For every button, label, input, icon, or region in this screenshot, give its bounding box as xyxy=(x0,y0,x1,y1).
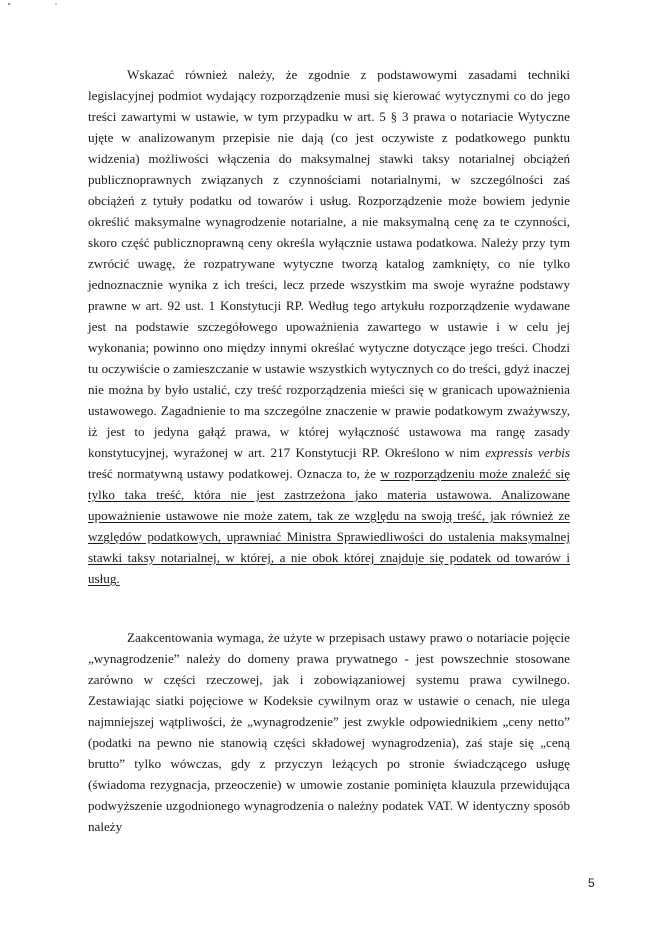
latin-phrase: expressis verbis xyxy=(485,445,570,460)
underlined-passage: w rozporządzeniu może znaleźć się tylko taka treść, która nie jest zastrzeżona jako materia ustawowa. Analizowane upoważnienie ustawowe nie może zatem, tak ze względu na swoją treść, jak również ze względów podatkowych, uprawniać Ministra Sprawiedliwości do ustalenia maksymalnej stawki taksy notarialnej, w której, a nie obok której znajduje się podatek od towarów i usług. xyxy=(88,466,571,586)
scan-speck xyxy=(8,3,10,5)
paragraph-legislative-guidelines xyxy=(88,64,570,589)
paragraph-remuneration-concept xyxy=(88,627,570,837)
paragraph-text: treść normatywną ustawy podatkowej. Oznacza to, że xyxy=(88,466,381,481)
scan-speck xyxy=(55,3,57,5)
page-number: 5 xyxy=(588,876,595,890)
paragraph-text: Zaakcentowania wymaga, że użyte w przepisach ustawy prawo o notariacie pojęcie „wynagrodzenie” należy do domeny prawa prywatnego - jest powszechnie stosowane zarówno w części rzeczowej, jak i zobowiązaniowej systemu prawa cywilnego. Zestawiając siatki pojęciowe w Kodeksie cywilnym oraz w ustawie o cenach, nie ulega najmniejszej wątpliwości, że „wynagrodzenie” jest zwykle odpowiednikiem „ceny netto” (podatki na pewno nie stanowią części składowej wynagrodzenia), zaś staje się „ceną brutto” tylko wówczas, gdy z przyczyn leżących po stronie świadczącego usługę (świadoma rezygnacja, przeoczenie) w umowie zostanie pominięta klauzula przewidująca podwyższenie uzgodnionego wynagrodzenia o należny podatek VAT. W identyczny sposób należy xyxy=(88,630,570,834)
paragraph-text: Wskazać również należy, że zgodnie z podstawowymi zasadami techniki legislacyjnej podmiot wydający rozporządzenie musi się kierować wytycznymi co do jego treści zawartymi w ustawie, w tym przypadku w art. 5 § 3 prawa o notariacie Wytyczne ujęte w analizowanym przepisie nie dają (co jest oczywiste z podatkowego punktu widzenia) możliwości włączenia do maksymalnej stawki taksy notarialnej obciążeń publicznoprawnych związanych z czynnościami notarialnymi, w szczególności zaś obciążeń z tytuły podatku od towarów i usług. Rozporządzenie może bowiem jedynie określić maksymalne wynagrodzenie notarialne, a nie maksymalną cenę za te czynności, skoro część publicznoprawną ceny określa wyłącznie ustawa podatkowa. Należy przy tym zwrócić uwagę, że rozpatrywane wytyczne tworzą katalog zamknięty, co nie tylko jednoznacznie wynika z ich treści, lecz przede wszystkim ma swoje wyraźne podstawy prawne w art. 92 ust. 1 Konstytucji RP. Według tego artykułu rozporządzenie wydawane jest na podstawie szczegółowego upoważnienia zawartego w ustawie i w celu jej wykonania; powinno ono między innymi określać wytyczne dotyczące jego treści. Chodzi tu oczywiście o zamieszczanie w ustawie wszystkich wytycznych co do treści, gdyż inaczej nie można by było ustalić, czy treść rozporządzenia mieści się w granicach upoważnienia ustawowego. Zagadnienie to ma szczególne znaczenie w prawie podatkowym zważywszy, iż jest to jedyna gałąź prawa, w której wyłączność ustawowa ma rangę zasady konstytucyjnej, wyrażonej w art. 217 Konstytucji RP. Określono w nim xyxy=(88,67,570,460)
